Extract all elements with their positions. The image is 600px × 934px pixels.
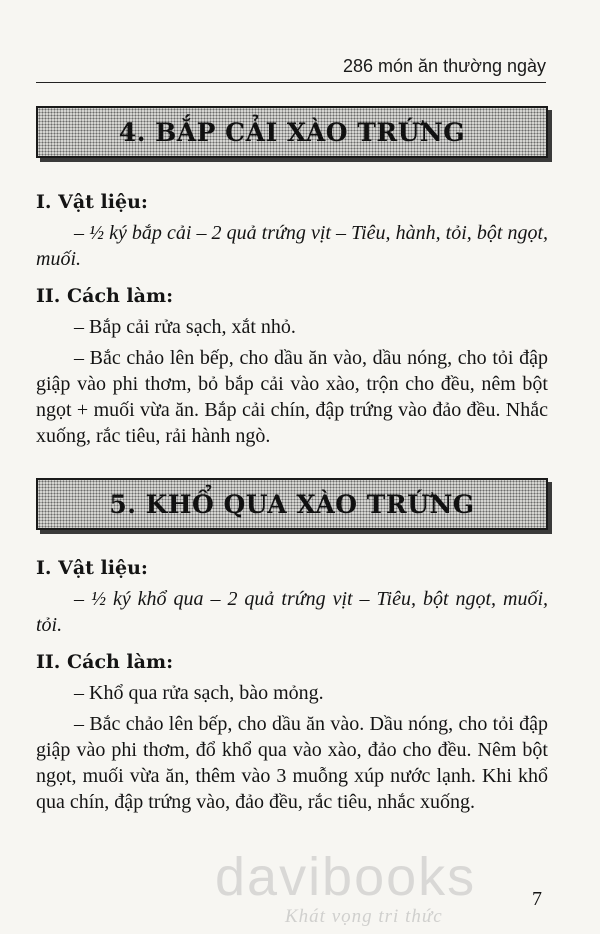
watermark-tagline: Khát vọng tri thức [285, 906, 443, 927]
ingredients-text: – ½ ký khổ qua – 2 quả trứng vịt – Tiêu, bột ngọt, muối, tỏi. [36, 588, 548, 636]
watermark-logo: davibooks [215, 847, 477, 907]
method-heading: II. Cách làm: [36, 651, 174, 673]
running-header: 286 món ăn thường ngày [343, 56, 546, 76]
recipe-title-box [36, 478, 548, 530]
ingredients-text: – ½ ký bắp cải – 2 quả trứng vịt – Tiêu, hành, tỏi, bột ngọt, muối. [36, 222, 548, 270]
recipe-title: 4. BẮP CẢI XÀO TRỨNG [118, 117, 466, 147]
ingredients-heading: I. Vật liệu: [36, 557, 148, 579]
method-step: – Bắc chảo lên bếp, cho dầu ăn vào, dầu nóng, cho tỏi đập giập vào phi thơm, bỏ bắp cải vào xào, trộn cho đều, nêm bột ngọt + muối vừa ăn. Bắp cải chín, đập trứng vào đảo đều. Nhắc xuống, rắc tiêu, rải hành ngò. [36, 347, 548, 447]
page-number: 7 [532, 888, 542, 910]
recipe-title-box [36, 106, 548, 158]
method-heading: II. Cách làm: [36, 285, 174, 307]
header-rule [36, 82, 546, 83]
ingredients-heading: I. Vật liệu: [36, 191, 148, 213]
recipe-title: 5. KHỔ QUA XÀO TRỨNG [109, 489, 475, 519]
method-step: – Bắc chảo lên bếp, cho dầu ăn vào. Dầu nóng, cho tỏi đập giập vào phi thơm, đổ khổ qua vào xào, đảo cho đều. Nêm bột ngọt, muối vừa ăn, thêm vào 3 muỗng xúp nước lạnh. Khi khổ qua chín, đập trứng vào, đảo đều, rắc tiêu, nhắc xuống. [36, 713, 548, 813]
method-step: – Khổ qua rửa sạch, bào mỏng. [74, 682, 324, 704]
method-step: – Bắp cải rửa sạch, xắt nhỏ. [74, 316, 296, 338]
